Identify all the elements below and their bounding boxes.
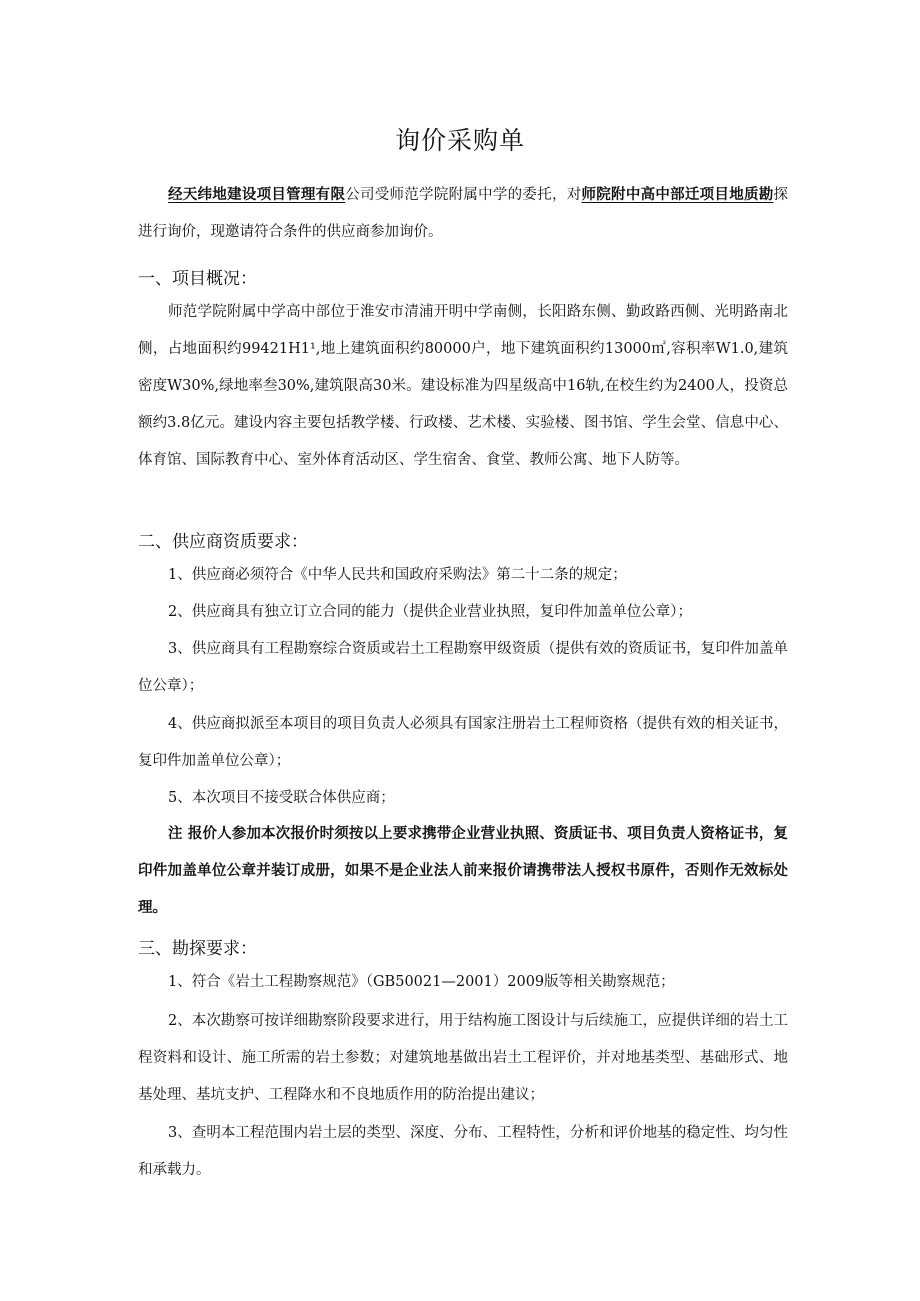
section1-heading: 一、项目概况： <box>138 269 257 289</box>
section2-item-1: 1、供应商必须符合《中华人民共和国政府采购法》第二十二条的规定； <box>168 567 627 583</box>
section3-item-2: 2、本次勘察可按详细勘察阶段要求进行，用于结构施工图设计与后续施工，应提供详细的岩土工程资料和设计、施工所需的岩土参数；对建筑地基做出岩土工程评价，并对地基类型、基础形式、地基处理、基坑支护、工程降水和不良地质作用的防治提出建议； <box>138 1013 788 1103</box>
section3-item-1: 1、符合《岩土工程勘察规范》（GB50021—2001）2009版等相关勘察规范； <box>168 974 675 990</box>
section2-item-3: 3、供应商具有工程勘察综合资质或岩土工程勘察甲级资质（提供有效的资质证书，复印件加盖单位公章）； <box>138 641 788 694</box>
document-title: 询价采购单 <box>394 126 525 155</box>
intro-paragraph <box>138 176 788 251</box>
intro-text-1: 公司受师范学院附属中学的委托，对 <box>345 187 582 203</box>
section2-note: 注 报价人参加本次报价时须按以上要求携带企业营业执照、资质证书、项目负责人资格证书，复印件加盖单位公章并装订成册，如果不是企业法人前来报价请携带法人授权书原件，否则作无效标处理。 <box>138 825 788 916</box>
intro-text-2: 探进行询价，现邀请符合条件的供应商参加询价。 <box>138 187 789 240</box>
section2-item-5: 5、本次项目不接受联合体供应商； <box>168 790 395 806</box>
section3-heading: 三、勘探要求： <box>138 939 257 959</box>
section3-item-3: 3、查明本工程范围内岩土层的类型、深度、分布、工程特性，分析和评价地基的稳定性、均匀性和承载力。 <box>138 1125 788 1178</box>
company-name: 经天纬地建设项目管理有限 <box>168 186 346 203</box>
section1-body: 师范学院附属中学高中部位于淮安市清浦开明中学南侧，长阳路东侧、勤政路西侧、光明路南北侧，占地面积约99421H1¹,地上建筑面积约80000户，地下建筑面积约13000㎡,容积率W1.0,建筑密度W30%,绿地率叁30%,建筑限高30米。建设标准为四星级高中16轨,在校生约为2400人，投资总额约3.8亿元。建设内容主要包括教学楼、行政楼、艺术楼、实验楼、图书馆、学生会堂、信息中心、体育馆、国际教育中心、室外体育活动区、学生宿舍、食堂、教师公寓、地下人防等。 <box>138 304 788 468</box>
project-name: 师院附中高中部迁项目地质勘 <box>581 186 774 203</box>
section2-item-4: 4、供应商拟派至本项目的项目负责人必须具有国家注册岩土工程师资格（提供有效的相关证书，复印件加盖单位公章）； <box>138 716 788 769</box>
section2-item-2: 2、供应商具有独立订立合同的能力（提供企业营业执照，复印件加盖单位公章）； <box>168 604 692 620</box>
section2-heading: 二、供应商资质要求： <box>138 532 308 552</box>
